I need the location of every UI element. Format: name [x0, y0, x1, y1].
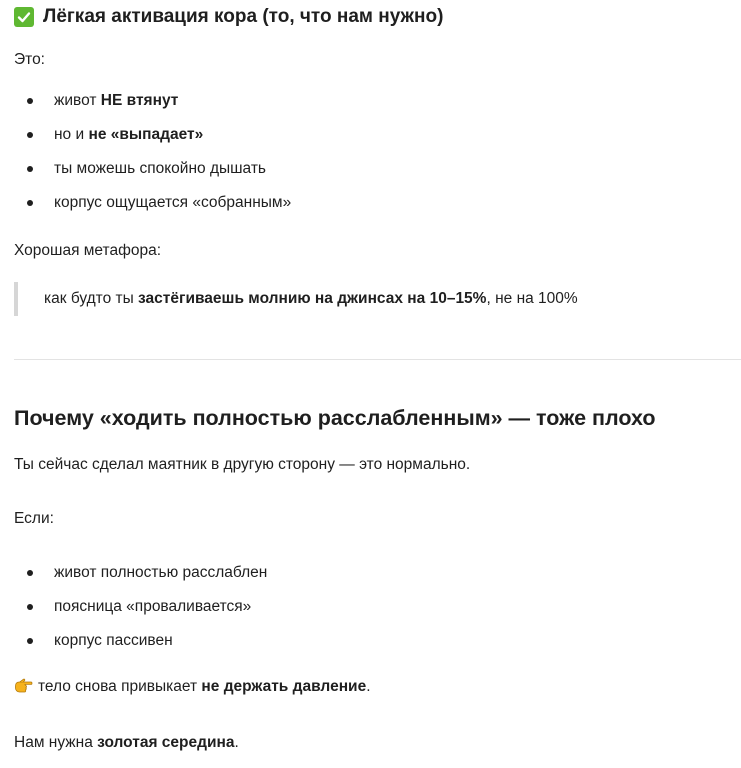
pointing-hand-icon: [14, 677, 33, 694]
metaphor-label: Хорошая метафора:: [14, 242, 162, 259]
if-label: Если:: [14, 510, 54, 527]
list-item-text: корпус пассивен: [54, 632, 173, 649]
conclusion-text-end: .: [234, 734, 239, 751]
conclusion-text: Нам нужна: [14, 734, 98, 751]
list-item-text: живот: [54, 92, 101, 109]
conclusion-emphasis: золотая середина: [97, 734, 235, 751]
conclusion-line: [14, 733, 239, 753]
quote-emphasis: застёгиваешь молнию на джинсах на 10–15%: [138, 290, 487, 307]
list-item: [14, 91, 291, 125]
pointer-line: [14, 677, 371, 697]
list-item: [14, 597, 267, 631]
section-heading-fully-relaxed: Почему «ходить полностью расслабленным» — тоже плохо: [14, 406, 656, 430]
intro-text: Это:: [14, 51, 45, 68]
relaxed-conditions-list: [14, 563, 267, 665]
core-activation-list: [14, 91, 291, 227]
pointer-text-end: .: [366, 678, 371, 695]
section-divider: [14, 359, 741, 360]
list-item: [14, 193, 291, 227]
list-item-emphasis: не «выпадает»: [88, 126, 204, 143]
pendulum-paragraph: Ты сейчас сделал маятник в другую сторону — это нормально.: [14, 456, 471, 473]
list-item-text: поясница «проваливается»: [54, 598, 252, 615]
list-item-text: ты можешь спокойно дышать: [54, 160, 267, 177]
section-heading-text: Лёгкая активация кора (то, что нам нужно): [43, 6, 444, 27]
quote-text-end: , не на 100%: [486, 290, 578, 307]
pointer-text: тело снова привыкает: [38, 678, 202, 695]
list-item-text: живот полностью расслаблен: [54, 564, 268, 581]
list-item-text: но и: [54, 126, 89, 143]
list-item-text: корпус ощущается «собранным»: [54, 194, 292, 211]
section-heading-core-activation: [14, 5, 443, 29]
list-item-emphasis: НЕ втянут: [100, 92, 179, 109]
list-item: [14, 631, 267, 665]
check-mark-icon: [14, 7, 34, 27]
list-item: [14, 563, 267, 597]
quote-text: как будто ты: [44, 290, 139, 307]
list-item: [14, 125, 291, 159]
pointer-emphasis: не держать давление: [201, 678, 367, 695]
metaphor-blockquote: [14, 282, 578, 316]
list-item: [14, 159, 291, 193]
